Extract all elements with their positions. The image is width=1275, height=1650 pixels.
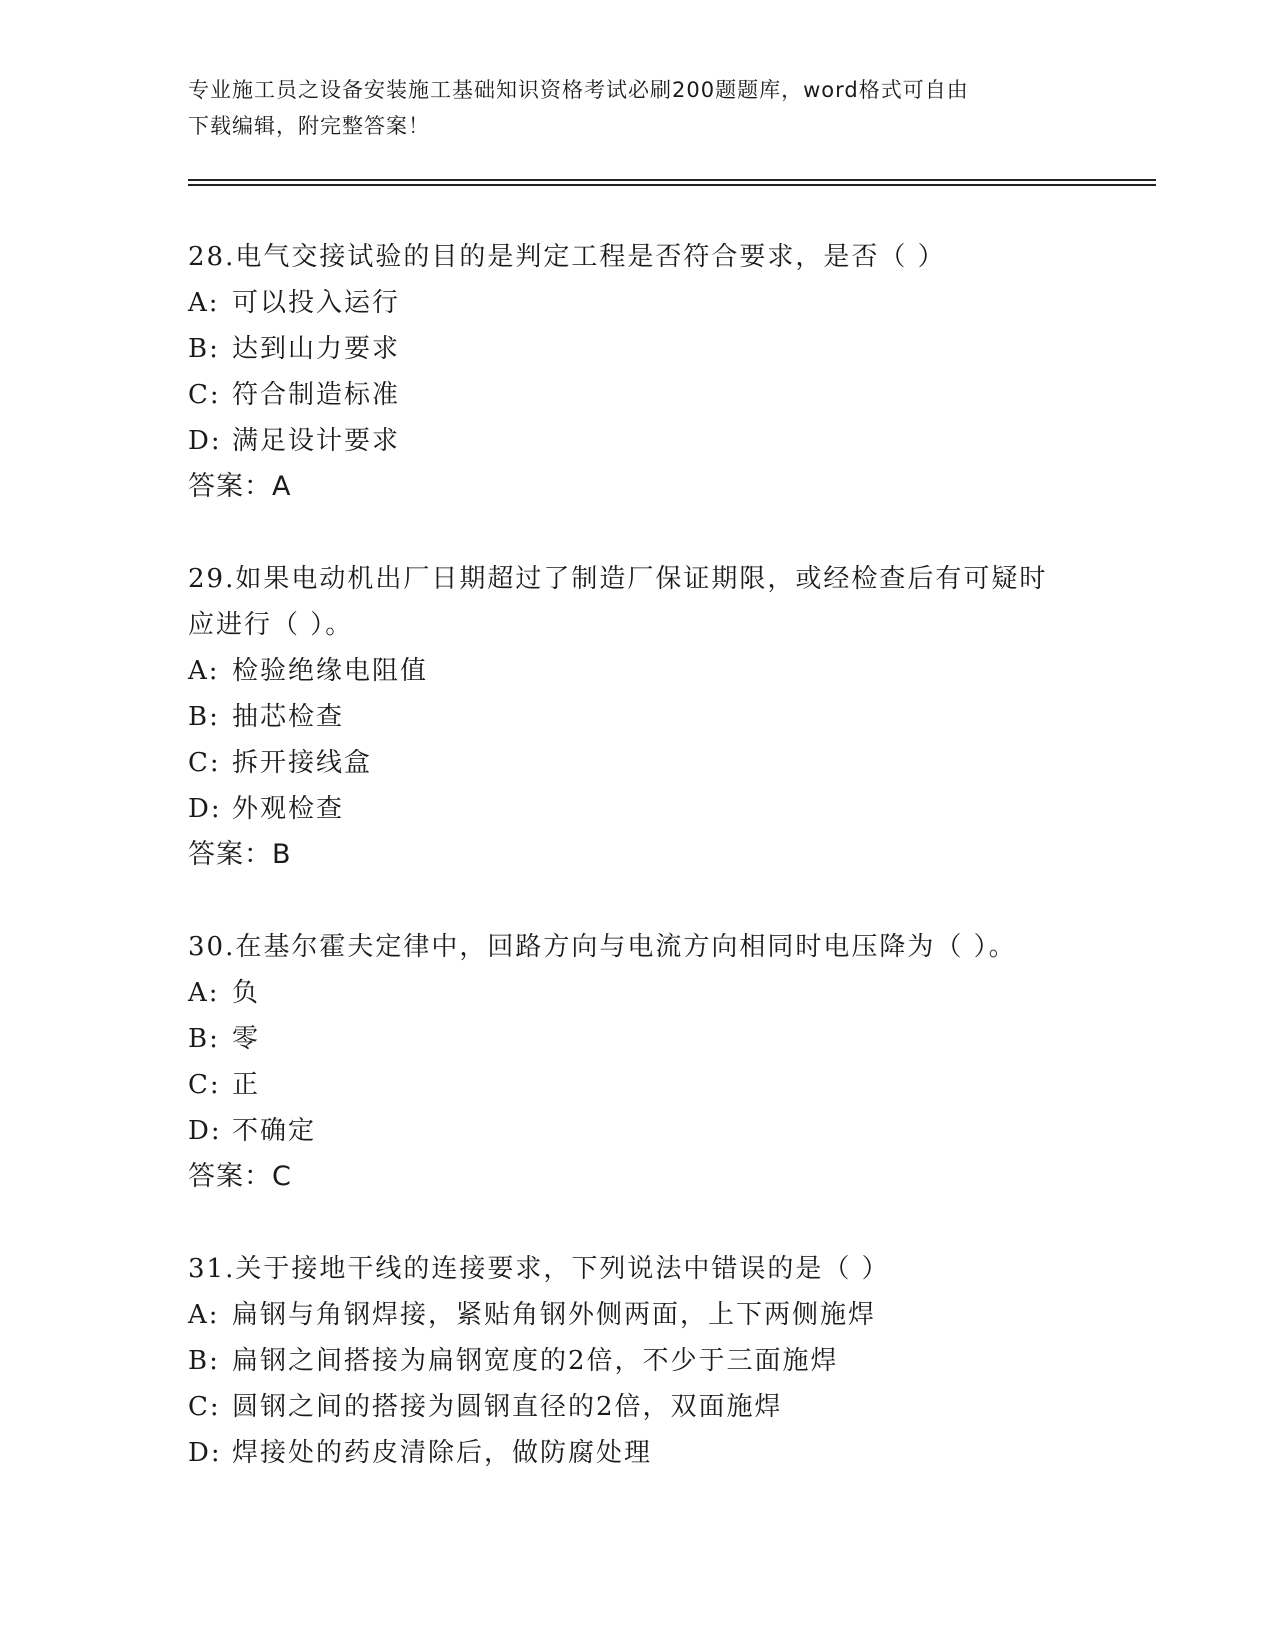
option-c bbox=[188, 1384, 1088, 1430]
option-a bbox=[188, 280, 1088, 326]
option-key: D: bbox=[188, 794, 222, 824]
header-divider-top bbox=[188, 179, 1156, 181]
option-b bbox=[188, 326, 1088, 372]
question-stem: 28.电气交接试验的目的是判定工程是否符合要求，是否（ ） bbox=[188, 242, 946, 272]
option-b bbox=[188, 1016, 1088, 1062]
option-text: 正 bbox=[232, 1070, 261, 1100]
option-d bbox=[188, 418, 1088, 464]
answer-line: 答案：C bbox=[188, 1161, 292, 1192]
option-key: C: bbox=[188, 748, 221, 778]
option-text: 扁钢与角钢焊接，紧贴角钢外侧两面，上下两侧施焊 bbox=[232, 1300, 877, 1330]
option-key: B: bbox=[188, 334, 220, 364]
option-text: 拆开接线盒 bbox=[232, 748, 373, 778]
option-key: A: bbox=[188, 978, 220, 1008]
option-key: B: bbox=[188, 702, 220, 732]
option-d bbox=[188, 1108, 1088, 1154]
option-text: 焊接处的药皮清除后，做防腐处理 bbox=[232, 1438, 653, 1468]
option-text: 检验绝缘电阻值 bbox=[232, 656, 429, 686]
question-stem: 29.如果电动机出厂日期超过了制造厂保证期限，或经检查后有可疑时 bbox=[188, 564, 1048, 594]
question-item bbox=[188, 556, 1088, 878]
option-a bbox=[188, 1292, 1088, 1338]
option-text: 符合制造标准 bbox=[232, 380, 401, 410]
option-text: 零 bbox=[232, 1024, 261, 1054]
question-stem: 31.关于接地干线的连接要求，下列说法中错误的是（ ） bbox=[188, 1254, 890, 1284]
option-key: B: bbox=[188, 1346, 220, 1376]
option-key: D: bbox=[188, 1438, 222, 1468]
option-key: C: bbox=[188, 1070, 221, 1100]
option-key: D: bbox=[188, 1116, 222, 1146]
option-text: 不确定 bbox=[232, 1116, 317, 1146]
document-header bbox=[188, 72, 1088, 144]
option-key: D: bbox=[188, 426, 222, 456]
option-c bbox=[188, 740, 1088, 786]
question-item bbox=[188, 924, 1088, 1200]
option-b bbox=[188, 694, 1088, 740]
answer-line: 答案：A bbox=[188, 471, 292, 502]
option-key: A: bbox=[188, 1300, 220, 1330]
option-key: A: bbox=[188, 656, 220, 686]
option-c bbox=[188, 1062, 1088, 1108]
header-line-2: 下载编辑，附完整答案！ bbox=[188, 114, 430, 138]
option-key: C: bbox=[188, 1392, 221, 1422]
option-text: 达到山力要求 bbox=[232, 334, 401, 364]
question-stem: 30.在基尔霍夫定律中，回路方向与电流方向相同时电压降为（ ）。 bbox=[188, 932, 1017, 962]
answer-line: 答案：B bbox=[188, 839, 292, 870]
option-text: 负 bbox=[232, 978, 261, 1008]
option-text: 抽芯检查 bbox=[232, 702, 345, 732]
option-d bbox=[188, 786, 1088, 832]
option-a bbox=[188, 648, 1088, 694]
option-key: B: bbox=[188, 1024, 220, 1054]
option-b bbox=[188, 1338, 1088, 1384]
option-text: 满足设计要求 bbox=[232, 426, 401, 456]
header-divider-bottom bbox=[188, 184, 1156, 186]
option-text: 外观检查 bbox=[232, 794, 345, 824]
option-text: 圆钢之间的搭接为圆钢直径的2倍，双面施焊 bbox=[232, 1392, 783, 1422]
option-c bbox=[188, 372, 1088, 418]
option-key: A: bbox=[188, 288, 220, 318]
option-a bbox=[188, 970, 1088, 1016]
option-key: C: bbox=[188, 380, 221, 410]
question-list bbox=[188, 234, 1088, 1522]
question-stem-continued: 应进行（ ）。 bbox=[188, 610, 354, 640]
header-line-1: 专业施工员之设备安装施工基础知识资格考试必刷200题题库，word格式可自由 bbox=[188, 78, 969, 102]
option-text: 扁钢之间搭接为扁钢宽度的2倍，不少于三面施焊 bbox=[232, 1346, 839, 1376]
option-d bbox=[188, 1430, 1088, 1476]
question-item bbox=[188, 1246, 1088, 1476]
question-item bbox=[188, 234, 1088, 510]
option-text: 可以投入运行 bbox=[232, 288, 401, 318]
